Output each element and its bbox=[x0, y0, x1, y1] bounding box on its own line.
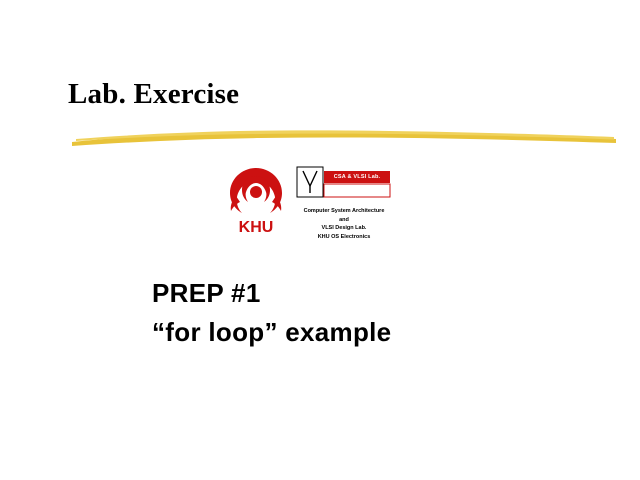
csa-line-2: and bbox=[339, 216, 349, 223]
lab-logo-block bbox=[224, 166, 396, 248]
csa-line-4: KHU OS Electronics bbox=[317, 233, 371, 240]
yellow-brush-divider bbox=[70, 126, 618, 148]
khu-logo-icon bbox=[224, 166, 288, 238]
page-title: Lab. Exercise bbox=[68, 78, 240, 110]
csa-badge-label: CSA & VLSI Lab. bbox=[324, 171, 390, 183]
body-line-example: “for loop” example bbox=[152, 317, 392, 347]
csa-vlsi-lab-logo bbox=[296, 166, 392, 244]
csa-lab-description bbox=[296, 207, 392, 241]
body-line-prep: PREP #1 bbox=[152, 278, 261, 308]
csa-line-1: Computer System Architecture bbox=[303, 208, 385, 214]
svg-text:KHU: KHU bbox=[238, 219, 274, 236]
csa-line-3: VLSI Design Lab. bbox=[321, 225, 367, 231]
